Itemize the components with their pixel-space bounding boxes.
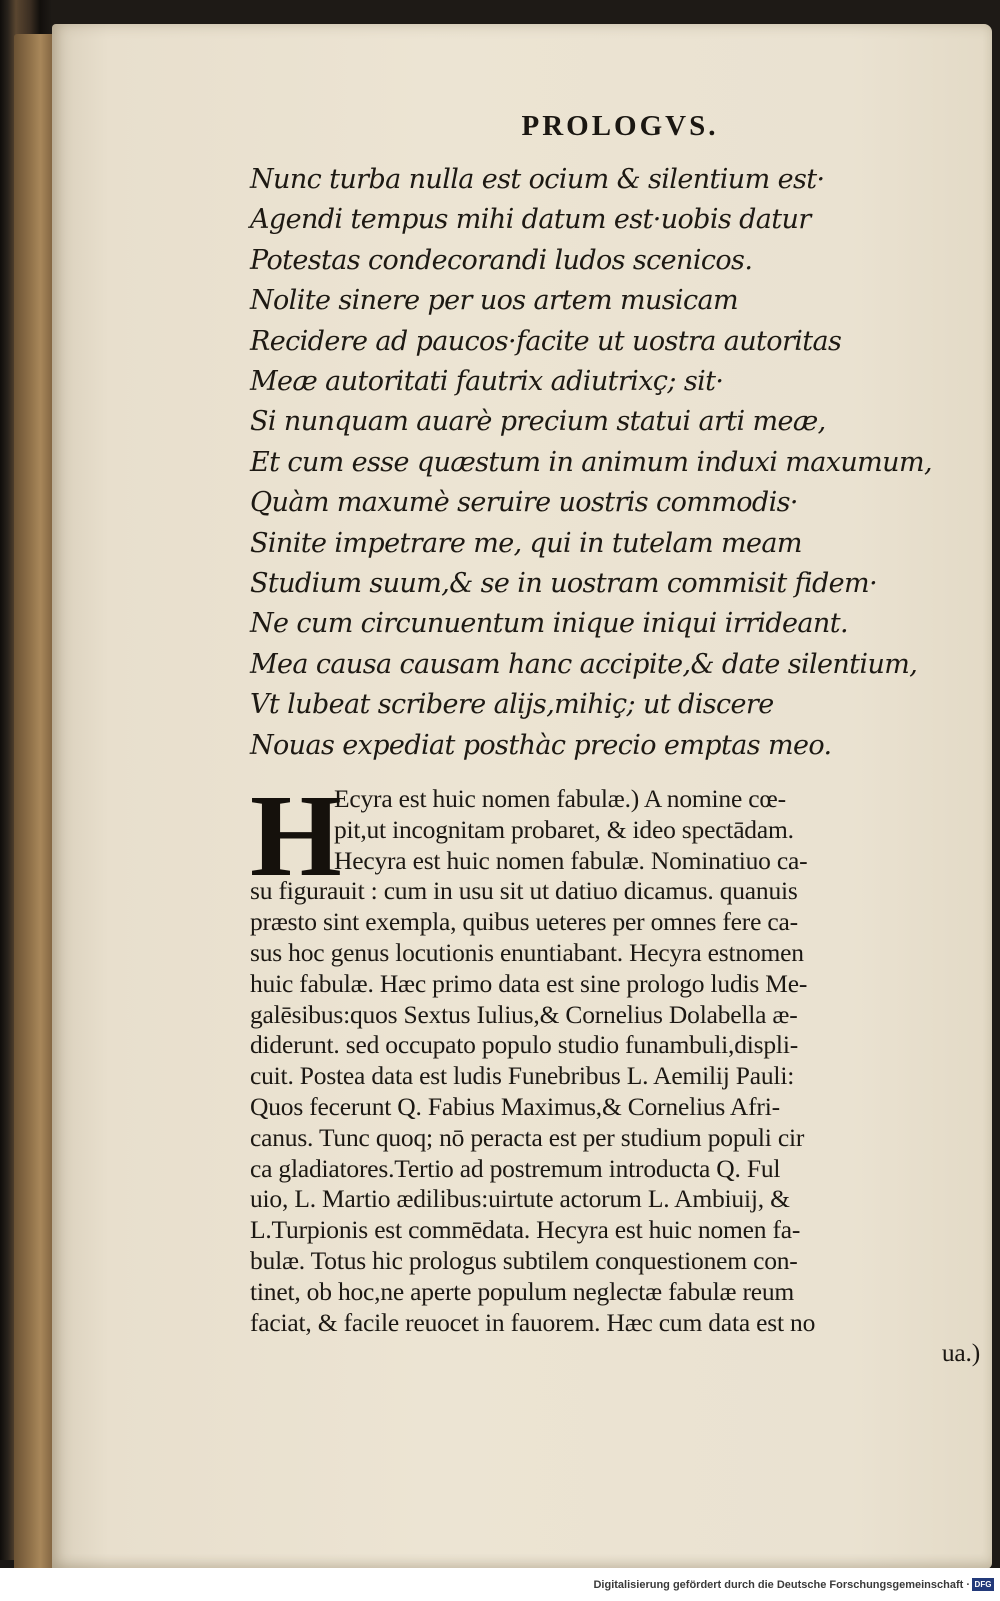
verse-line: Nolite sinere per uos artem musicam bbox=[250, 285, 739, 317]
digitization-footer bbox=[0, 1568, 1000, 1601]
commentary-line: ua.) bbox=[941, 1338, 980, 1368]
verse-line: Nouas expediat posthàc precio emptas meo. bbox=[250, 729, 832, 761]
commentary-line: canus. Tunc quoq; nō peracta est per studium populi cir bbox=[250, 1122, 805, 1152]
verse-line: Ne cum circunuentum inique iniqui irrideant. bbox=[250, 608, 848, 640]
commentary-line: Quos fecerunt Q. Fabius Maximus,& Cornelius Afri- bbox=[250, 1091, 780, 1121]
verse-line: Potestas condecorandi ludos scenicos. bbox=[250, 244, 753, 276]
commentary-line: Ecyra est huic nomen fabulæ.) A nomine cœ- bbox=[334, 784, 786, 813]
verse-line: Si nunquam auarè precium statui arti meæ, bbox=[250, 406, 826, 438]
commentary-line: Hecyra est huic nomen fabulæ. Nominatiuo ca- bbox=[334, 845, 808, 875]
commentary-line: præsto sint exempla, quibus ueteres per omnes fere ca- bbox=[250, 907, 798, 937]
commentary-line: uio, L. Martio ædilibus:uirtute actorum L. Ambiuij, & bbox=[250, 1184, 790, 1214]
verse-line: Vt lubeat scribere alijs,mihiç; ut discere bbox=[250, 689, 774, 721]
dfg-logo: DFG bbox=[972, 1578, 994, 1591]
commentary-line: bulæ. Totus hic prologus subtilem conquestionem con- bbox=[250, 1245, 798, 1275]
verse-line: Mea causa causam hanc accipite,& date silentium, bbox=[250, 648, 918, 680]
commentary-line: cuit. Postea data est ludis Funebribus L. Aemilij Pauli: bbox=[250, 1061, 795, 1091]
commentary-block bbox=[250, 770, 990, 1369]
commentary-line: su figurauit : cum in usu sit ut datiuo dicamus. quanuis bbox=[250, 876, 798, 906]
book-page bbox=[52, 24, 992, 1569]
verse-line: Quàm maxumè seruire uostris commodis· bbox=[250, 487, 798, 519]
commentary-line: tinet, ob hoc,ne aperte populum neglectæ fabulæ reum bbox=[250, 1276, 795, 1306]
funding-credit: Digitalisierung gefördert durch die Deutsche Forschungsgemeinschaft · bbox=[593, 1579, 970, 1591]
verse-line: Sinite impetrare me, qui in tutelam meam bbox=[250, 527, 802, 559]
verse-block bbox=[250, 160, 950, 766]
verse-line: Agendi tempus mihi datum est·uobis datur bbox=[250, 204, 811, 236]
verse-line: Recidere ad paucos·facite ut uostra autoritas bbox=[250, 325, 842, 357]
commentary-line: diderunt. sed occupato populo studio funambuli,displi- bbox=[250, 1030, 798, 1060]
running-head: PROLOGVS. bbox=[521, 110, 719, 142]
commentary-line: huic fabulæ. Hæc primo data est sine prologo ludis Me- bbox=[250, 968, 808, 998]
verse-line: Meæ autoritati fautrix adiutrixç; sit· bbox=[250, 366, 724, 398]
verse-line: Et cum esse quæstum in animum induxi maxumum, bbox=[250, 446, 932, 478]
commentary-line: galēsibus:quos Sextus Iulius,& Cornelius Dolabella æ- bbox=[250, 999, 798, 1029]
commentary-line: sus hoc genus locutionis enuntiabant. Hecyra estnomen bbox=[250, 937, 804, 967]
decorated-initial: H bbox=[250, 770, 342, 901]
commentary-line: faciat, & facile reuocet in fauorem. Hæc cum data est no bbox=[250, 1307, 816, 1337]
commentary-line: pit,ut incognitam probaret, & ideo spectādam. bbox=[334, 814, 794, 844]
verse-line: Studium suum,& se in uostram commisit fidem· bbox=[250, 568, 878, 600]
commentary-line: L.Turpionis est commēdata. Hecyra est huic nomen fa- bbox=[250, 1215, 801, 1245]
verse-line: Nunc turba nulla est ocium & silentium est· bbox=[250, 164, 825, 195]
commentary-line: ca gladiatores.Tertio ad postremum introducta Q. Ful bbox=[250, 1153, 781, 1183]
